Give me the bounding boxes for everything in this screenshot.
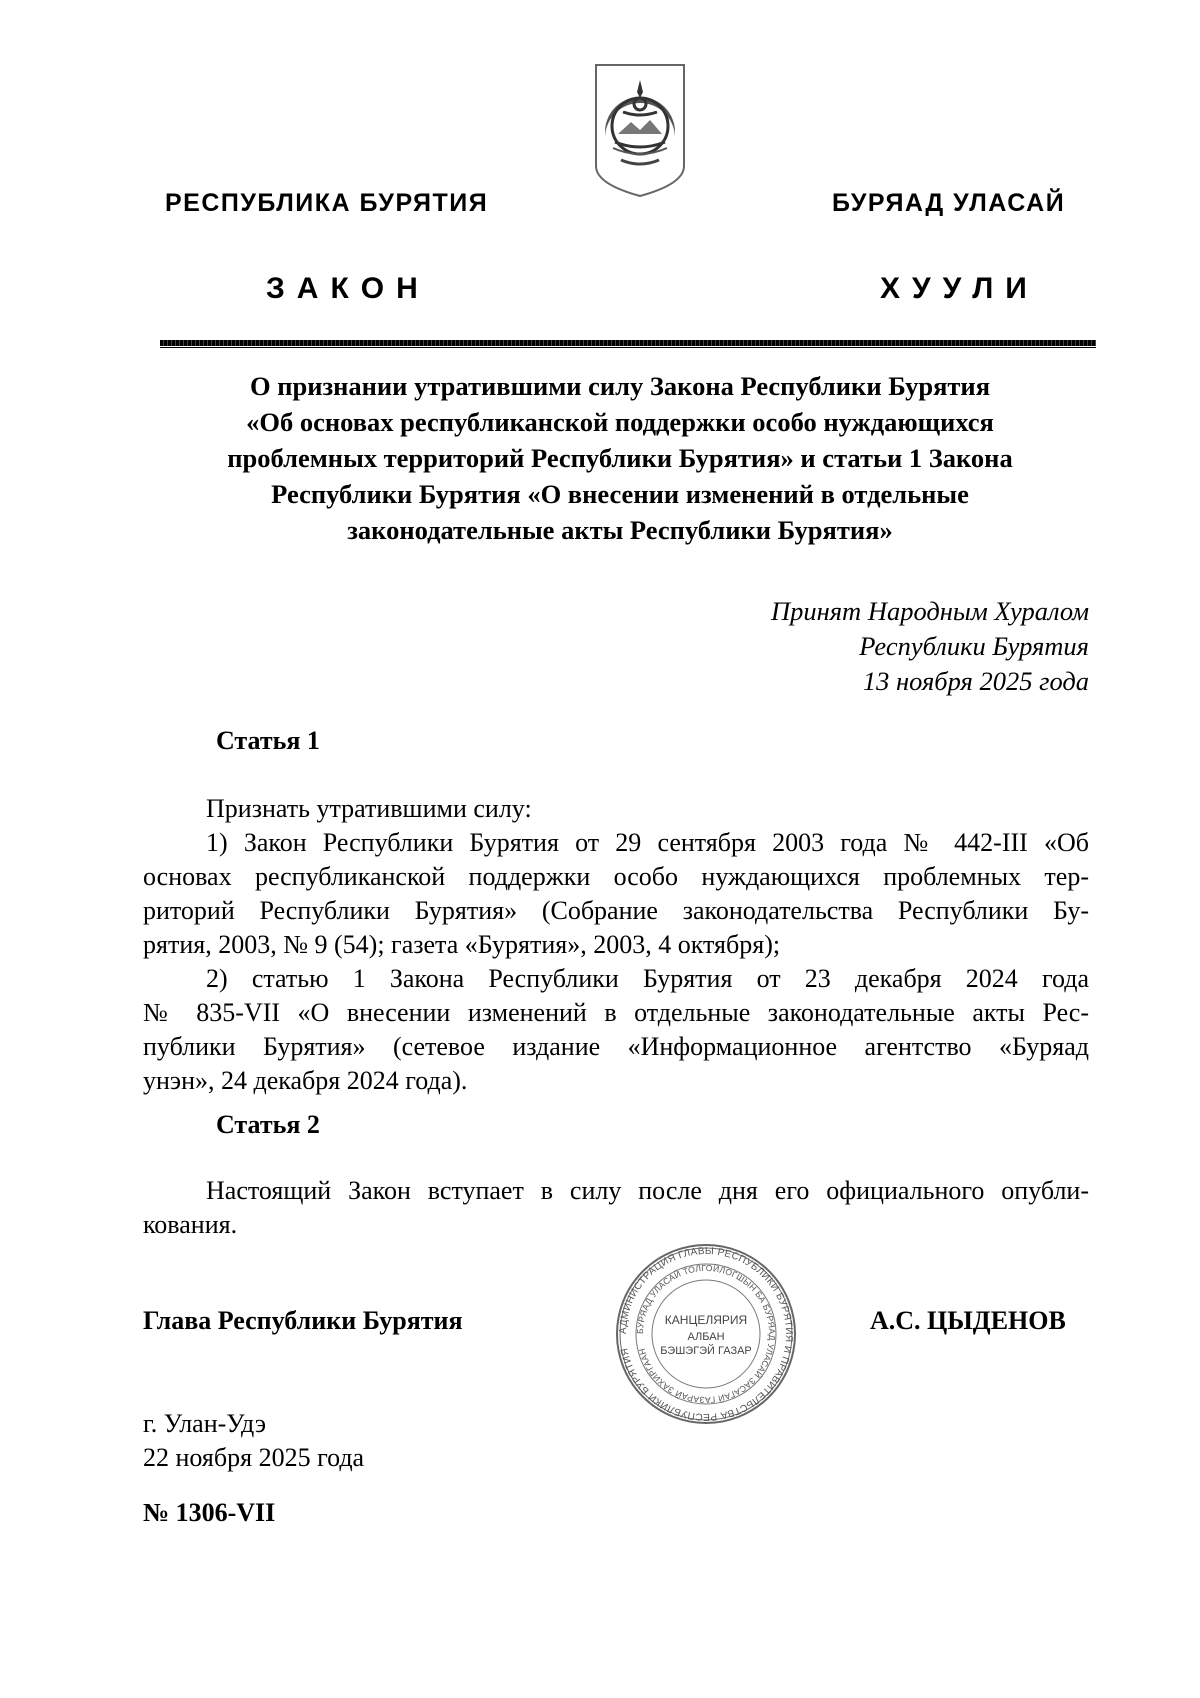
article-1-heading: Статья 1 xyxy=(216,726,320,755)
article-2-line: Настоящий Закон вступает в силу после дня его официального опубли- xyxy=(206,1176,1089,1205)
signing-date: 22 ноября 2025 года xyxy=(143,1443,365,1472)
header-region-bua: БУРЯАД УЛАСАЙ xyxy=(832,189,1066,217)
seal-inner-text: БУРЯАД УЛАСАЙ ТОЛГОЙЛОГШЫН БА БУРЯАД УЛАСАЙ ЗАСАГАЙ ГАЗАРАЙ ЗАХИРГААН xyxy=(634,1262,778,1406)
title-line: «Об основах республиканской поддержки особо нуждающихся xyxy=(246,407,994,437)
article-1-item-1-line: 1) Закон Республики Бурятия от 29 сентября 2003 года № 442-III «Об xyxy=(206,828,1089,857)
title-line: законодательные акты Республики Бурятия» xyxy=(347,515,893,545)
title-line: Республики Бурятия «О внесении изменений в отдельные xyxy=(271,479,969,509)
article-2-heading: Статья 2 xyxy=(216,1110,320,1139)
article-1-item-1-line: рятия, 2003, № 9 (54); газета «Бурятия», 2003, 4 октября); xyxy=(143,930,781,959)
adoption-note xyxy=(771,594,1089,699)
title-line: проблемных территорий Республики Бурятия» и статьи 1 Закона xyxy=(227,443,1013,473)
title-line: О признании утратившими силу Закона Республики Бурятия xyxy=(249,371,991,401)
article-2-body xyxy=(143,1174,1089,1242)
header-region-ru: РЕСПУБЛИКА БУРЯТИЯ xyxy=(165,189,489,217)
adoption-date: 13 ноября 2025 года xyxy=(862,666,1089,696)
signing-city: г. Улан-Удэ xyxy=(143,1409,267,1438)
doc-type-ru: ЗАКОН xyxy=(266,272,430,305)
article-1-body xyxy=(143,792,1089,1098)
article-1-item-2-line: унэн», 24 декабря 2024 года). xyxy=(143,1066,468,1095)
article-1-item-2-line: 2) статью 1 Закона Республики Бурятия от 23 декабря 2024 года xyxy=(206,964,1089,993)
law-number: № 1306-VII xyxy=(143,1498,276,1527)
place-and-date xyxy=(143,1407,364,1475)
header-rule xyxy=(160,340,1096,346)
seal-center-line: БЭШЭГЭЙ ГАЗАР xyxy=(660,1345,752,1357)
article-1-item-1-line: основах республиканской поддержки особо нуждающихся проблемных тер- xyxy=(143,862,1089,891)
article-1-intro: Признать утратившими силу: xyxy=(206,794,532,823)
official-seal-icon xyxy=(614,1242,798,1426)
adoption-line: Республики Бурятия xyxy=(859,631,1089,661)
article-1-item-2-line: № 835-VII «О внесении изменений в отдельные законодательные акты Рес- xyxy=(143,998,1089,1027)
adoption-line: Принят Народным Хуралом xyxy=(770,596,1089,626)
signatory-name: А.С. ЦЫДЕНОВ xyxy=(870,1306,1066,1335)
seal-outer-text: АДМИНИСТРАЦИЯ ГЛАВЫ РЕСПУБЛИКИ БУРЯТИЯ И ПРАВИТЕЛЬСТВА РЕСПУБЛИКИ БУРЯТИЯ xyxy=(617,1245,795,1423)
header-rule-thin xyxy=(160,347,1096,348)
law-title xyxy=(150,368,1090,548)
signatory-position: Глава Республики Бурятия xyxy=(143,1306,463,1335)
article-1-item-2-line: публики Бурятия» (сетевое издание «Информационное агентство «Буряад xyxy=(143,1032,1089,1061)
coat-of-arms-icon xyxy=(593,62,687,198)
article-2-line: кования. xyxy=(143,1210,238,1239)
doc-type-bua: ХУУЛИ xyxy=(880,272,1039,305)
seal-center-line: АЛБАН xyxy=(687,1331,725,1343)
article-1-item-1-line: риторий Республики Бурятия» (Собрание законодательства Республики Бу- xyxy=(143,896,1089,925)
seal-center-line: КАНЦЕЛЯРИЯ xyxy=(664,1313,748,1327)
